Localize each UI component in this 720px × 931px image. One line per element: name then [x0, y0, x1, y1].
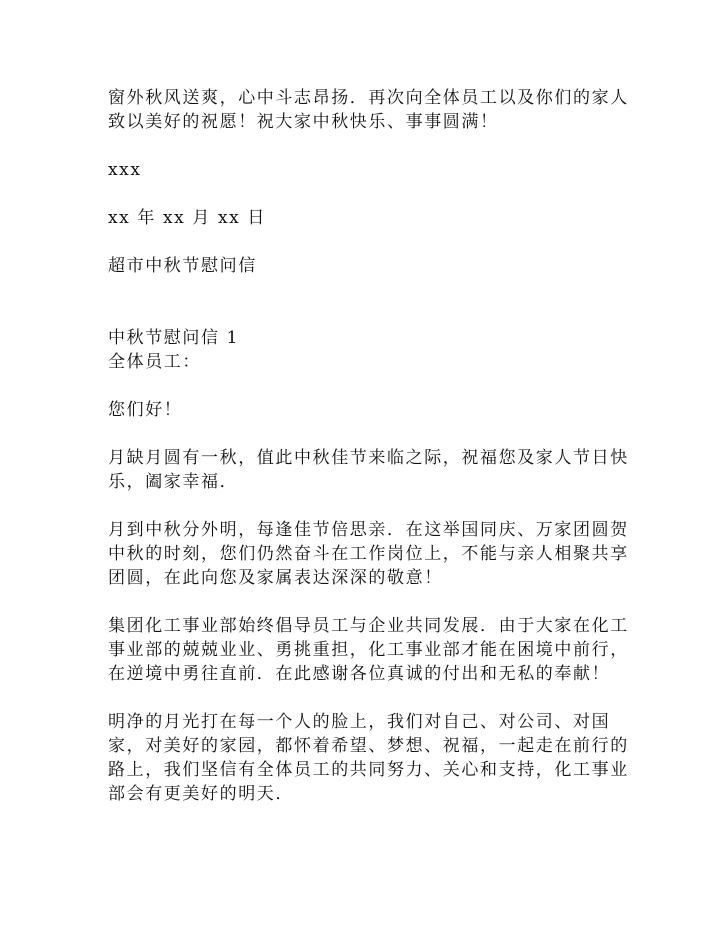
text-line: 窗外秋风送爽，心中斗志昂扬．再次向全体员工以及你们的家人 — [108, 88, 629, 108]
next-letter-title: 超市中秋节慰问信 — [108, 256, 257, 276]
paragraph-3 — [108, 614, 648, 686]
date: xx 年 xx 月 xx 日 — [108, 208, 266, 228]
text-line: 家，对美好的家园，都怀着希望、梦想、祝福，一起走在前行的 — [108, 736, 629, 756]
text-line: 事业部的兢兢业业、勇挑重担，化工事业部才能在困境中前行， — [108, 640, 629, 660]
signature: xxx — [108, 160, 142, 180]
text-line: 中秋的时刻，您们仍然奋斗在工作岗位上，不能与亲人相聚共享 — [108, 544, 629, 564]
paragraph-2 — [108, 518, 648, 590]
text-line: 明净的月光打在每一个人的脸上，我们对自己、对公司、对国 — [108, 712, 611, 732]
document-page — [108, 86, 648, 806]
text-line: 致以美好的祝愿！祝大家中秋快乐、事事圆满！ — [108, 112, 499, 132]
closing-paragraph — [108, 86, 648, 134]
text-line: 乐，阖家幸福． — [108, 472, 239, 492]
text-line: 团圆，在此向您及家属表达深深的敬意！ — [108, 568, 443, 588]
paragraph-4 — [108, 710, 648, 806]
text-line: 在逆境中勇往直前．在此感谢各位真诚的付出和无私的奉献！ — [108, 664, 611, 684]
greeting: 您们好！ — [108, 400, 183, 420]
text-line: 路上，我们坚信有全体员工的共同努力、关心和支持，化工事业 — [108, 760, 629, 780]
paragraph-1 — [108, 446, 648, 494]
text-line: 部会有更美好的明天． — [108, 784, 294, 804]
salutation: 全体员工： — [108, 352, 201, 372]
letter-title: 中秋节慰问信 1 — [108, 328, 240, 348]
text-line: 集团化工事业部始终倡导员工与企业共同发展．由于大家在化工 — [108, 616, 629, 636]
text-line: 月到中秋分外明，每逢佳节倍思亲．在这举国同庆、万家团圆贺 — [108, 520, 629, 540]
text-line: 月缺月圆有一秋，值此中秋佳节来临之际，祝福您及家人节日快 — [108, 448, 629, 468]
